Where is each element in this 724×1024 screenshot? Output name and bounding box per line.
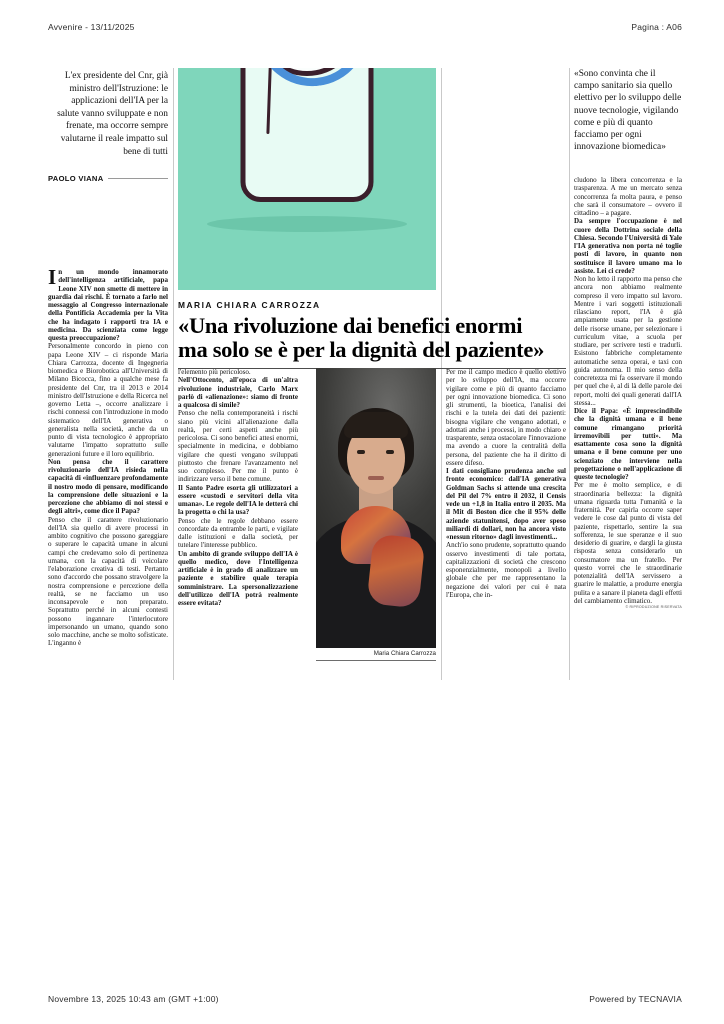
question-text: Dice il Papa: «È imprescindibile che la dignità umana e il bene comune rimangano priorità irremovibili per tutti». Ma esattamente cosa sono la dignità umana e il bene comune per uno scienziato che interviene nella progettazione o nell'applicazione di queste tecnologie?: [574, 407, 682, 481]
column-right: [574, 68, 682, 153]
export-timestamp: Novembre 13, 2025 10:43 am (GMT +1:00): [48, 994, 219, 1004]
question-text: Nell'Ottocento, all'epoca di un'altra rivoluzione industriale, Carlo Marx parlò di «alienazione»: siamo di fronte a qualcosa di simile?: [178, 376, 298, 409]
photo-scarf-tail: [366, 533, 425, 608]
drop-cap: I: [48, 265, 57, 289]
question-text: I dati consigliano prudenza anche sul fronte economico: dall'IA generativa Goldman Sachs si attende una crescita del Pil del 7% entro il 2032, il Censis vede un +1,8 in Italia entro il 2035. Ma il Mit di Boston dice che il 95% delle aziende statunitensi, dopo aver speso miliardi di dollari, non ha ancora visto «nessun ritorno» dagli investimenti...: [446, 467, 566, 541]
column-divider: [441, 68, 442, 680]
article-body: [48, 68, 682, 680]
page-header: [48, 22, 682, 32]
question-text: Non pensa che il carattere rivoluzionario dell'IA risieda nella capacità di «influenzare profondamente il nostro modo di pensare, modificando la comprensione delle situazioni e la percezione che abbiamo di noi stessi e degli altri», come dice il Papa?: [48, 457, 168, 516]
paragraph: Non ho letto il rapporto ma penso che ancora non abbiamo realmente compreso il vero impatto sul lavoro. Mentre i vari soggetti istituzionali rilasciano report, l'IA è già ampiamente usata per la gestione delle risorse umane, per selezionare i curriculum vitae, a scuola per studiare, per scrivere testi e tradurli. Esistono fabbriche completamente automatiche senza operai, e taxi con guida autonoma. Il mio senso della concretezza mi fa osservare il mondo per quel che è, al di là delle parole dei report, molti dei quali generati dall'IA stessa...: [574, 275, 682, 407]
article-kicker: MARIA CHIARA CARROZZA: [178, 300, 321, 310]
column-3-text: [446, 368, 566, 599]
portrait-photo: [316, 368, 436, 648]
byline: [48, 174, 168, 183]
column-1-text: [48, 265, 168, 648]
article-headline: [178, 314, 566, 362]
paragraph: [48, 265, 168, 342]
headline-line-2: ma solo se è per la dignità del paziente»: [178, 337, 545, 362]
question-text: Un ambito di grande sviluppo dell'IA è quello medico, dove l'Intelligenza artificiale è in grado di analizzare un paziente e stabilire quale terapia somministrare. La spersonalizzazione dell'utilizzo dell'IA potrà realmente essere evitata?: [178, 549, 298, 607]
photo-mouth: [368, 476, 384, 480]
lead-illustration: [178, 68, 436, 290]
copyright-notice: © RIPRODUZIONE RISERVATA: [625, 604, 682, 609]
paragraph: Personalmente concordo in pieno con papa Leone XIV – ci risponde Maria Chiara Carrozza, docente di Ingegneria biomedica e Biorobotica all'Università di Milano Bicocca, fino a qualche mese fa presidente del Cnr, tra il 2013 e 2014 ministro dell'Istruzione e della Ricerca nel governo Letta –, occorre analizzare i rischi connessi con l'introduzione in modo sistematico dell'IA generativa o generalista nella società, anche da un punto di vista tecnologico è appropriato valutarne l'impatto soprattutto sulle generazioni future e il loro equilibrio.: [48, 342, 168, 458]
column-divider: [569, 68, 570, 680]
column-2-text: [178, 368, 298, 607]
paragraph: Per me il campo medico è quello elettivo per lo sviluppo dell'IA, ma occorre vigilare come e più di quanto facciamo per ogni innovazione biomedica. Ci sono gli strumenti, la bioetica, l'analisi dei rischi e la tutela dei dati dei pazienti: bisogna vigilare che vengano adottati, e adottati anche i processi, in modo chiaro e trasparente, senza ostacolare l'innovazione ma avendo a cuore la centralità della persona, del paziente che ha il diritto di essere difeso.: [446, 368, 566, 467]
drop-shadow-ellipse: [207, 216, 407, 232]
paragraph: Penso che il carattere rivoluzionario dell'IA sia quello di avere processi in ambito cognitivo che possono gareggiare o superare le capacità umane in alcuni campi che credevamo solo di pertinenza umana, con la capacità di veicolare l'elaborazione creativa di testi. Pertanto sono d'accordo che possano stravolgere la nostra comprensione e percezione della realtà, se ne facciamo un uso inconsapevole e non preparato. Soprattutto perché in alcuni contesti possono ingannare l'interlocutore impersonando un umano, quando sono solo macchine, anche se molto sofisticate. L'inganno è: [48, 515, 168, 648]
column-left: [48, 68, 168, 183]
page-number-label: Pagina : A06: [631, 22, 682, 32]
byline-rule: [108, 178, 169, 179]
photo-caption: Maria Chiara Carrozza: [373, 650, 436, 657]
question-text: n un mondo innamorato dell'intelligenza artificiale, papa Leone XIV non smette di mettere in guardia dai rischi. È tornato a farlo nel messaggio al Congresso internazionale della Pontificia Accademia per la Vita che ha indagato i rapporti tra IA e medicina. Da scienziata come legge questa preoccupazione?: [48, 268, 168, 342]
paragraph: Anch'io sono prudente, soprattutto quando osservo investimenti di tale portata, capitalizzazioni di società che crescono esponenzialmente, monopoli a livello globale che per me rappresentano la negazione dei valori per cui è nata l'Europa, che in-: [446, 541, 566, 599]
powered-by-label: Powered by TECNAVIA: [589, 994, 682, 1004]
headline-block: [178, 292, 566, 369]
paragraph: cludono la libera concorrenza e la trasparenza. A me un mercato senza concorrenza fa molta paura, e penso che sarà il consumatore – ovvero il cittadino – a pagare.: [574, 176, 682, 217]
smartphone-frame-icon: [241, 68, 374, 202]
photo-fringe: [344, 412, 408, 438]
photo-eye-left: [357, 450, 365, 454]
headline-line-1: «Una rivoluzione dai benefici enormi: [178, 313, 523, 338]
question-text: Il Santo Padre esorta gli utilizzatori a essere «custodi e servitori della vita umana». Le regole dell'IA le detterà chi la progetta o chi la usa?: [178, 483, 298, 517]
paragraph: Per me è molto semplice, e di straordinaria bellezza: la dignità umana riguarda tutta l'umanità e la fraternità. Per capirla occorre saper vedere le cose dal punto di vista del paziente, rispettarlo, sentire la sua sofferenza, le sue speranze e il suo desiderio di guarire, e dargli la giusta risposta senza considerarlo un consumatore ma un fratello. Per questo vorrei che le straordinarie potenzialità dell'IA servissero a guarire le malattie, a produrre energia pulita e a sanare il pianeta dagli effetti del cambiamento climatico.: [574, 481, 682, 605]
page-footer: [48, 994, 682, 1004]
paragraph: Penso che nella contemporaneità i rischi siano più vicini all'alienazione dalla realtà, per certi aspetti anche più pericolosa. Ci sono benefici attesi enormi, specialmente in medicina, e dobbiamo vigilare che questi vengano sviluppati piuttosto che frenare l'avanzamento nel suo complesso. Per me il punto è indirizzare verso il bene comune.: [178, 409, 298, 484]
question-text: Da sempre l'occupazione è nel cuore della Dottrina sociale della Chiesa. Secondo l'Università di Yale l'IA generativa non porta né toglie posti di lavoro, in quanto non sostituisce il lavoro umano ma lo assiste. Lei ci crede?: [574, 217, 682, 275]
publication-date: Avvenire - 13/11/2025: [48, 22, 135, 32]
photo-eye-right: [386, 450, 394, 454]
photo-caption-rule: [316, 660, 436, 661]
standfirst: L'ex presidente del Cnr, già ministro dell'Istruzione: le applicazioni dell'IA per la salute vanno sviluppate e non frenate, ma occorre sempre valutarne il reale impatto sul bene di tutti: [57, 71, 168, 157]
pull-quote: «Sono convinta che il campo sanitario sia quello elettivo per lo sviluppo delle nuove tecnologie, vigilando come e più di quanto facciamo per ogni innovazione biomedica»: [574, 69, 682, 153]
paragraph: l'elemento più pericoloso.: [178, 368, 251, 376]
column-4-text: [574, 176, 682, 609]
column-divider: [173, 68, 174, 680]
byline-name: PAOLO VIANA: [48, 174, 104, 184]
paragraph: Penso che le regole debbano essere concordate da entrambe le parti, e vigilate dalle istituzioni e dalla società, per tutelare l'interesse pubblico.: [178, 516, 298, 550]
